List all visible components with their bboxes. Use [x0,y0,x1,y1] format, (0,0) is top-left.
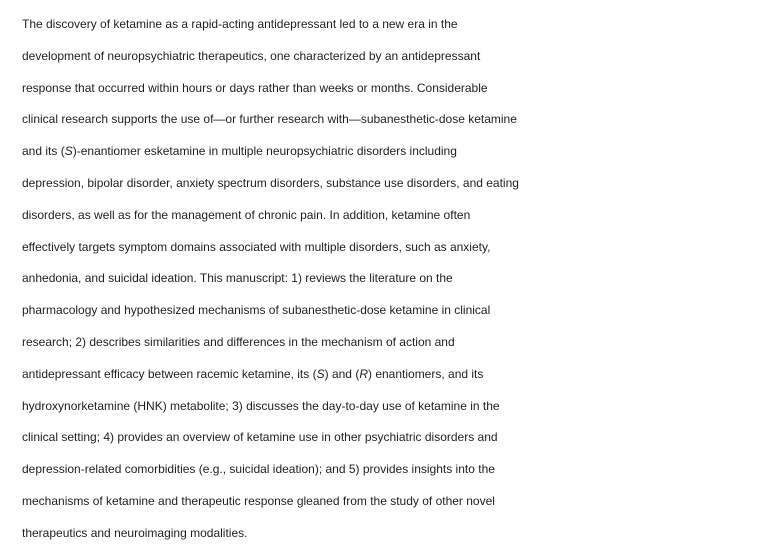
abstract-line-17: therapeutics and neuroimaging modalities. [22,525,248,540]
abstract-line-5: and its (S)-enantiomer esketamine in multiple neuropsychiatric disorders including [22,144,457,159]
abstract-line-11: research; 2) describes similarities and differences in the mechanism of action and [22,334,455,349]
abstract-line-14: clinical setting; 4) provides an overview of ketamine use in other psychiatric disorders and [22,430,498,445]
abstract-line-8: effectively targets symptom domains associated with multiple disorders, such as anxiety, [22,239,491,254]
abstract-line-16: mechanisms of ketamine and therapeutic response gleaned from the study of other novel [22,493,495,508]
abstract-line-3: response that occurred within hours or days rather than weeks or months. Considerable [22,80,488,95]
abstract-line-9: anhedonia, and suicidal ideation. This manuscript: 1) reviews the literature on the [22,271,453,286]
abstract-line-12: antidepressant efficacy between racemic ketamine, its (S) and (R) enantiomers, and its [22,366,484,381]
abstract-line-2: development of neuropsychiatric therapeutics, one characterized by an antidepressant [22,48,481,63]
abstract-paragraph [22,9,781,550]
abstract-line-15: depression-related comorbidities (e.g., suicidal ideation); and 5) provides insights into the [22,462,495,477]
abstract-line-10: pharmacology and hypothesized mechanisms of subanesthetic-dose ketamine in clinical [22,303,491,318]
abstract-line-13: hydroxynorketamine (HNK) metabolite; 3) discusses the day-to-day use of ketamine in the [22,398,500,413]
abstract-line-1: The discovery of ketamine as a rapid-acting antidepressant led to a new era in the [22,17,458,31]
abstract-line-7: disorders, as well as for the management of chronic pain. In addition, ketamine often [22,207,471,222]
abstract-line-4: clinical research supports the use of—or further research with—subanesthetic-dose ketamine [22,112,517,127]
abstract-line-6: depression, bipolar disorder, anxiety spectrum disorders, substance use disorders, and eating [22,175,519,190]
